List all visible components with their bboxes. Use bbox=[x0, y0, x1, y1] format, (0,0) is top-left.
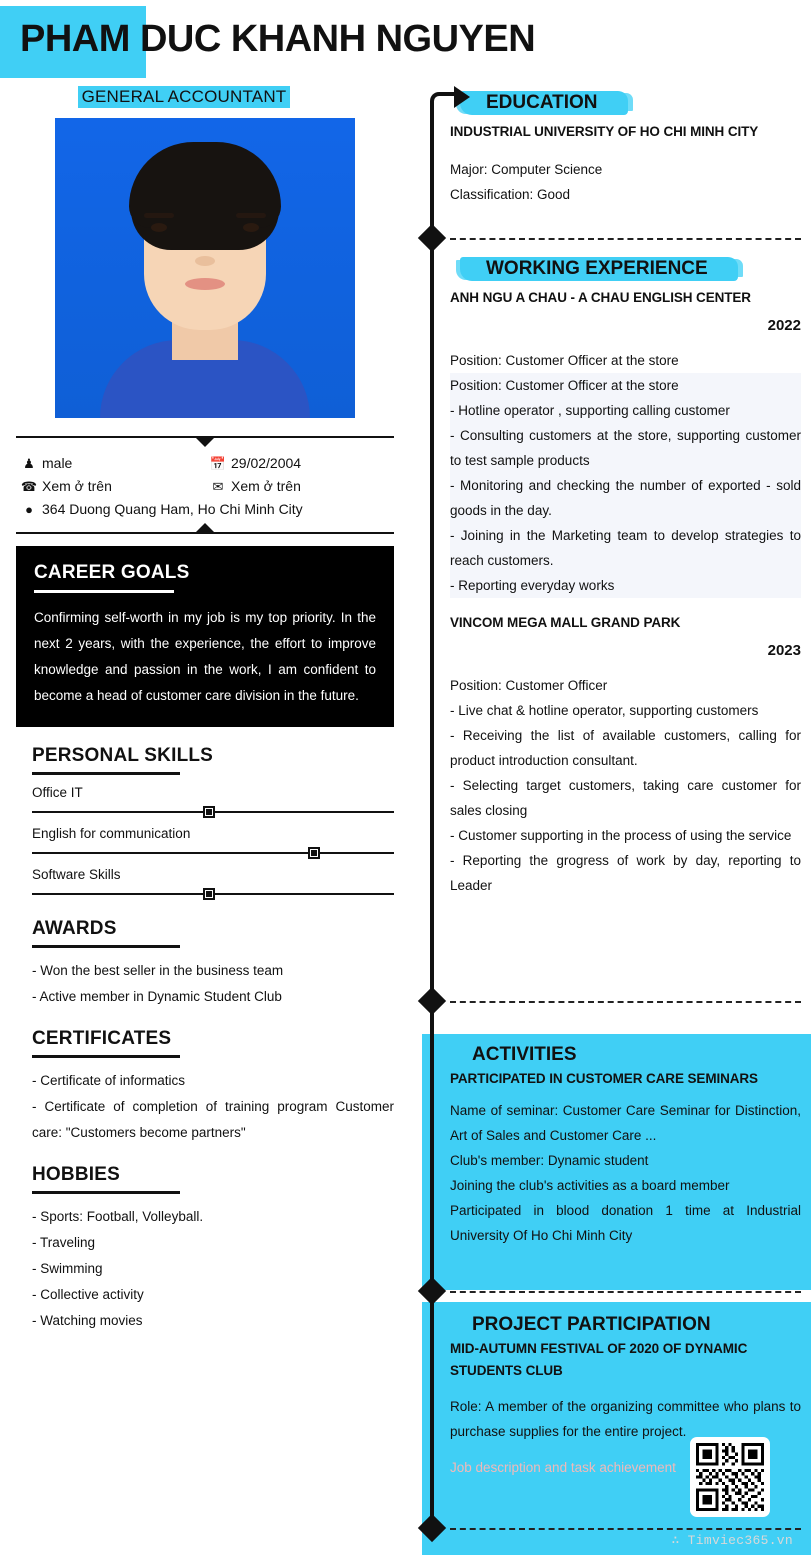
job-detail: - Reporting the grogress of work by day, reporting to Leader bbox=[450, 853, 801, 893]
job-title-wrap bbox=[0, 86, 410, 108]
skill-label: Software Skills bbox=[32, 867, 121, 882]
project-line: Role: A member of the organizing committee who plans to purchase supplies for the entire project. bbox=[450, 1399, 801, 1439]
contact-row bbox=[16, 478, 394, 494]
job-detail: - Receiving the list of available customers, calling for product introduction consultant. bbox=[450, 728, 801, 768]
section-project-participation bbox=[450, 1314, 801, 1444]
working-experience-title: WORKING EXPERIENCE bbox=[472, 256, 722, 283]
contact-triangle-up bbox=[196, 523, 214, 532]
job-detail: Position: Customer Officer at the store bbox=[450, 373, 801, 398]
contact-gender bbox=[16, 455, 205, 471]
list-item: - Swimming bbox=[32, 1261, 103, 1276]
section-awards bbox=[32, 918, 394, 1010]
skill-item bbox=[32, 826, 394, 859]
skill-label: Office IT bbox=[32, 785, 83, 800]
photo-nose bbox=[195, 256, 215, 266]
list-item: - Traveling bbox=[32, 1235, 96, 1250]
certificates-title: CERTIFICATES bbox=[32, 1028, 172, 1049]
section-education bbox=[450, 90, 801, 207]
job-detail: - Selecting target customers, taking care customer for sales closing bbox=[450, 778, 801, 818]
contact-row bbox=[16, 501, 394, 517]
timeline-line bbox=[430, 108, 434, 1518]
qr-code[interactable] bbox=[690, 1437, 770, 1517]
timeline-divider bbox=[450, 1528, 801, 1530]
photo-brow-left bbox=[144, 213, 174, 218]
job-company: VINCOM MEGA MALL GRAND PARK bbox=[450, 615, 681, 630]
education-major: Major: Computer Science bbox=[450, 162, 603, 177]
skill-item bbox=[32, 867, 394, 900]
section-personal-skills bbox=[32, 745, 394, 900]
page-title: PHAM DUC KHANH NGUYEN bbox=[20, 18, 536, 60]
skill-knob[interactable] bbox=[308, 847, 320, 859]
person-icon: ♟ bbox=[23, 455, 35, 471]
section-career-goals bbox=[16, 546, 394, 727]
work-job bbox=[450, 612, 801, 898]
job-year: 2022 bbox=[767, 317, 801, 334]
work-job bbox=[450, 287, 801, 598]
phone-icon: ☎ bbox=[20, 478, 38, 494]
education-school: INDUSTRIAL UNIVERSITY OF HO CHI MINH CITY bbox=[450, 124, 759, 139]
list-item: - Active member in Dynamic Student Club bbox=[32, 989, 282, 1004]
contact-rule-bottom bbox=[16, 532, 394, 534]
envelope-icon: ✉ bbox=[212, 478, 224, 494]
hobbies-title: HOBBIES bbox=[32, 1164, 120, 1185]
contact-block bbox=[16, 436, 394, 534]
education-title-row bbox=[450, 90, 801, 117]
job-detail: - Reporting everyday works bbox=[450, 573, 801, 598]
site-watermark: ∴ Timviec365.vn bbox=[671, 1533, 793, 1548]
skill-slider[interactable] bbox=[32, 847, 394, 859]
career-goals-title: CAREER GOALS bbox=[34, 562, 190, 583]
activities-line: Club's member: Dynamic student bbox=[450, 1153, 649, 1168]
job-title: GENERAL ACCOUNTANT bbox=[78, 86, 291, 108]
location-pin-icon: ● bbox=[25, 501, 33, 517]
right-column bbox=[410, 86, 811, 1555]
list-item: - Sports: Football, Volleyball. bbox=[32, 1209, 204, 1224]
career-goals-underline bbox=[34, 590, 174, 593]
job-company: ANH NGU A CHAU - A CHAU ENGLISH CENTER bbox=[450, 290, 751, 305]
work-title-row bbox=[450, 256, 801, 283]
profile-photo bbox=[55, 118, 355, 418]
job-position: Position: Customer Officer at the store bbox=[450, 353, 679, 368]
contact-phone[interactable] bbox=[16, 478, 205, 494]
list-item: - Certificate of completion of training program Customer care: "Customers become partners" bbox=[32, 1099, 394, 1140]
list-item: - Certificate of informatics bbox=[32, 1073, 186, 1088]
hobbies-underline bbox=[32, 1191, 180, 1194]
timeline-diamond-icon bbox=[418, 987, 446, 1015]
personal-skills-underline bbox=[32, 772, 180, 775]
section-certificates bbox=[32, 1028, 394, 1146]
job-detail: - Joining in the Marketing team to develop strategies to reach customers. bbox=[450, 523, 801, 573]
education-title: EDUCATION bbox=[472, 90, 612, 117]
photo-eye-left bbox=[151, 223, 167, 232]
skill-item bbox=[32, 785, 394, 818]
career-goals-text: Confirming self-worth in my job is my top priority. In the next 2 years, with the experience, the effort to improve knowledge and passion in the work, I am confident to become a head of customer care division in the future. bbox=[34, 610, 376, 703]
awards-underline bbox=[32, 945, 180, 948]
contact-row bbox=[16, 455, 394, 471]
job-detail: - Consulting customers at the store, supporting customer to test sample products bbox=[450, 423, 801, 473]
project-subtitle: MID-AUTUMN FESTIVAL OF 2020 OF DYNAMIC STUDENTS CLUB bbox=[450, 1341, 748, 1378]
job-detail: - Hotline operator , supporting calling customer bbox=[450, 398, 801, 423]
cv-header bbox=[0, 0, 811, 86]
job-detail: - Monitoring and checking the number of exported - sold goods in the day. bbox=[450, 473, 801, 523]
job-detail: - Customer supporting in the process of using the service bbox=[450, 828, 792, 843]
contact-gender-value: male bbox=[42, 455, 73, 471]
awards-title: AWARDS bbox=[32, 918, 117, 939]
section-activities bbox=[450, 1044, 801, 1248]
list-item: - Watching movies bbox=[32, 1313, 143, 1328]
skill-track bbox=[32, 852, 394, 854]
activities-line: Joining the club's activities as a board member bbox=[450, 1178, 730, 1193]
timeline-divider bbox=[450, 238, 801, 240]
job-year: 2023 bbox=[767, 642, 801, 659]
photo-eye-right bbox=[243, 223, 259, 232]
timeline-diamond-icon bbox=[418, 224, 446, 252]
project-placeholder-text: Job description and task achievement bbox=[450, 1460, 676, 1475]
personal-skills-title: PERSONAL SKILLS bbox=[32, 745, 214, 766]
contact-triangle-down bbox=[196, 438, 214, 447]
contact-address bbox=[16, 501, 394, 517]
list-item: - Won the best seller in the business team bbox=[32, 963, 284, 978]
project-title: PROJECT PARTICIPATION bbox=[472, 1314, 711, 1335]
section-working-experience bbox=[450, 256, 801, 898]
contact-email-value: Xem ở trên bbox=[231, 478, 301, 494]
timeline-divider bbox=[450, 1291, 801, 1293]
contact-address-value: 364 Duong Quang Ham, Ho Chi Minh City bbox=[42, 501, 303, 517]
list-item: - Collective activity bbox=[32, 1287, 144, 1302]
qr-code-icon bbox=[696, 1443, 764, 1511]
contact-birthday bbox=[205, 455, 394, 471]
skill-knob[interactable] bbox=[203, 888, 215, 900]
activities-line: Name of seminar: Customer Care Seminar for Distinction, Art of Sales and Customer Care ... bbox=[450, 1103, 801, 1143]
job-detail: - Live chat & hotline operator, supporting customers bbox=[450, 703, 759, 718]
skill-label: English for communication bbox=[32, 826, 191, 841]
education-classification: Classification: Good bbox=[450, 187, 571, 202]
skill-slider[interactable] bbox=[32, 888, 394, 900]
activities-line: Participated in blood donation 1 time at Industrial University Of Ho Chi Minh City bbox=[450, 1203, 801, 1243]
contact-email[interactable] bbox=[205, 478, 394, 494]
job-position: Position: Customer Officer bbox=[450, 678, 608, 693]
calendar-icon: 📅 bbox=[209, 455, 227, 471]
activities-subtitle: PARTICIPATED IN CUSTOMER CARE SEMINARS bbox=[450, 1071, 758, 1086]
timeline-divider bbox=[450, 1001, 801, 1003]
skill-slider[interactable] bbox=[32, 806, 394, 818]
photo-brow-right bbox=[236, 213, 266, 218]
skill-knob[interactable] bbox=[203, 806, 215, 818]
section-hobbies bbox=[32, 1164, 394, 1334]
activities-title: ACTIVITIES bbox=[472, 1044, 577, 1065]
photo-mouth bbox=[185, 278, 225, 290]
certificates-underline bbox=[32, 1055, 180, 1058]
contact-birthday-value: 29/02/2004 bbox=[231, 455, 302, 471]
contact-phone-value: Xem ở trên bbox=[42, 478, 112, 494]
left-column bbox=[0, 86, 410, 1334]
